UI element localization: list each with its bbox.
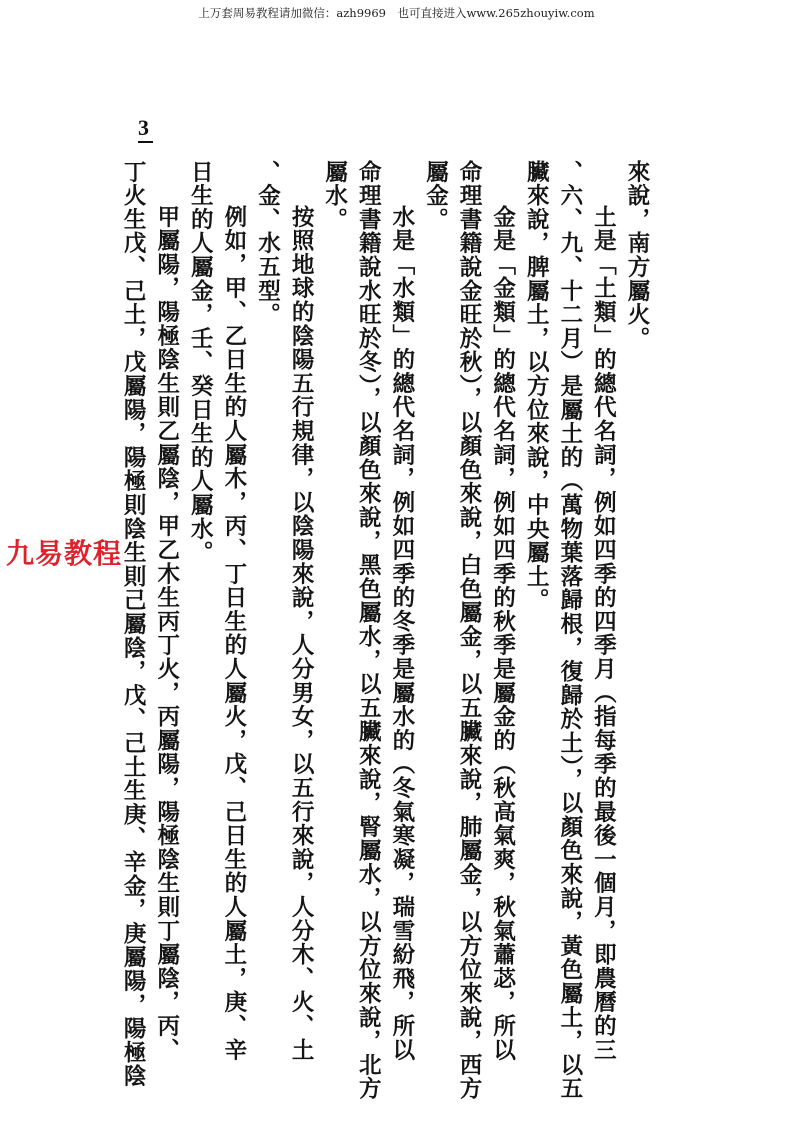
vertical-body-text xyxy=(116,160,654,1101)
text-column: 屬水。 xyxy=(321,160,348,232)
text-column: 臟來說，脾屬土，以方位來說，中央屬土。 xyxy=(523,160,550,613)
text-column: 水是「水類」的總代名詞，例如四季的冬季是屬水的（冬氣寒凝，瑞雪紛飛，所以 xyxy=(388,205,415,1062)
page-header: 上万套周易教程请加微信：azh9969 也可直接进入www.265zhouyiw.com xyxy=(198,6,595,20)
page-number: 3 xyxy=(138,115,149,140)
text-column: 、金、水五型。 xyxy=(254,160,281,327)
page-number-underline xyxy=(138,141,153,143)
text-column: 屬金。 xyxy=(422,160,449,232)
text-column: 命理書籍說金旺於秋），以顏色來說，白色屬金，以五臟來說，肺屬金，以方位來說，西方 xyxy=(456,160,483,1101)
text-column: 金是「金類」的總代名詞，例如四季的秋季是屬金的（秋高氣爽，秋氣蕭苾，所以 xyxy=(489,205,516,1062)
text-column: 日生的人屬金，壬、癸日生的人屬水。 xyxy=(187,160,214,565)
text-column: 按照地球的陰陽五行規律，以陰陽來說，人分男女，以五行來說，人分木、火、土 xyxy=(288,205,315,1062)
text-column: 土是「土類」的總代名詞，例如四季的四季月（指每季的最後一個月，即農曆的三 xyxy=(590,205,617,1062)
text-column: 命理書籍說水旺於冬），以顏色來說，黑色屬水，以五臟來說，腎屬水，以方位來說，北方 xyxy=(355,160,382,1101)
text-column: 例如，甲、乙日生的人屬木，丙、丁日生的人屬火，戊、己日生的人屬土，庚、辛 xyxy=(220,205,247,1062)
text-column: 來說，南方屬火。 xyxy=(624,160,650,351)
text-column: 丁火生戊、己土，戊屬陽，陽極則陰生則己屬陰，戊、己土生庚、辛金，庚屬陽，陽極陰 xyxy=(120,160,147,1089)
text-column: 、六、九、十二月）是屬土的（萬物葉落歸根，復歸於土），以顏色來說，黃色屬土，以五 xyxy=(556,160,583,1101)
text-column: 甲屬陽，陽極陰生則乙屬陰，甲乙木生丙丁火，丙屬陽，陽極陰生則丁屬陰，丙、 xyxy=(153,205,180,1062)
watermark-logo: 九易教程 xyxy=(6,537,123,570)
